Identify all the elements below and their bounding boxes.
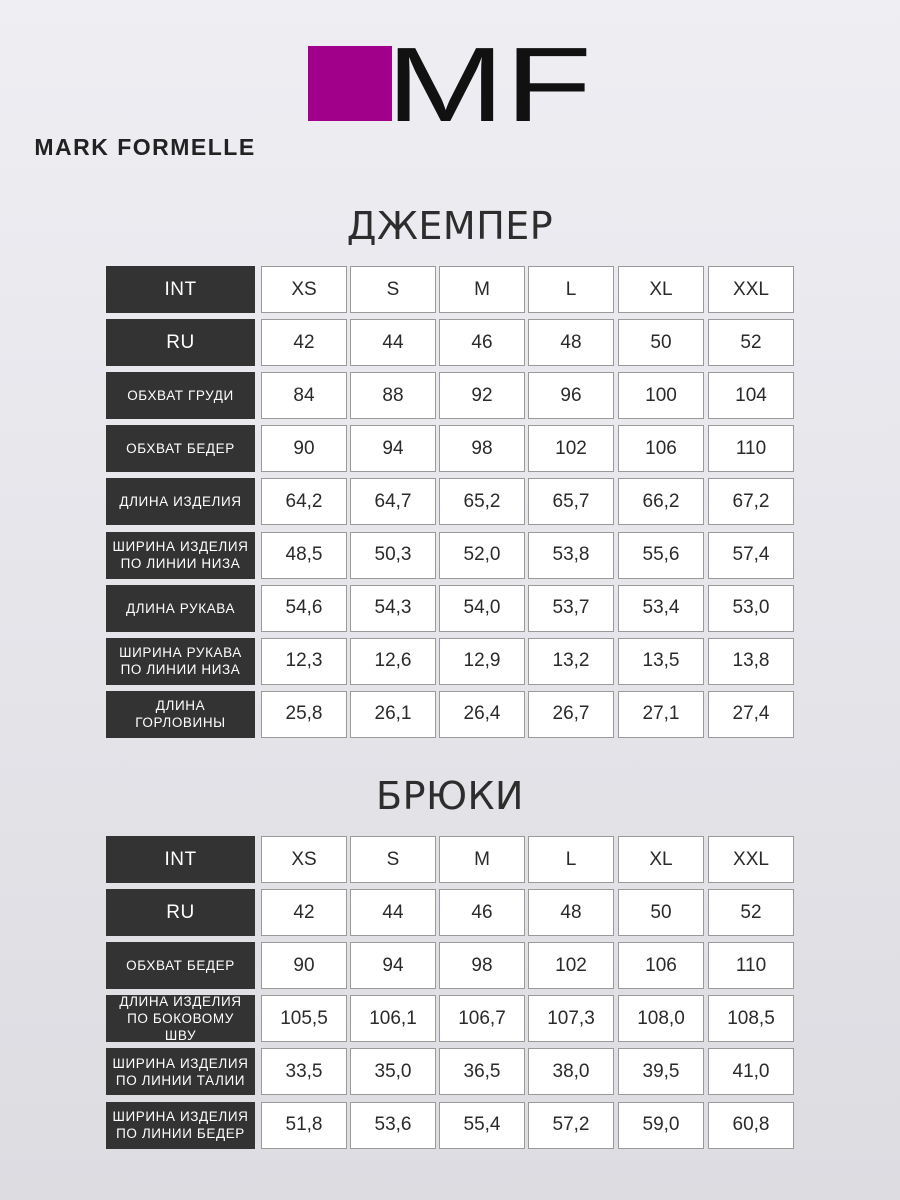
size-cell: 52 xyxy=(708,889,794,936)
size-cell: 26,1 xyxy=(350,691,436,738)
row-label: INT xyxy=(106,836,255,883)
table-row xyxy=(106,691,794,738)
size-cell: 13,5 xyxy=(618,638,704,685)
table-row xyxy=(106,1048,794,1095)
size-cell: 54,3 xyxy=(350,585,436,632)
size-cell: 106 xyxy=(618,425,704,472)
row-label: ДЛИНА РУКАВА xyxy=(106,585,255,632)
table-row xyxy=(106,638,794,685)
size-cell: 50,3 xyxy=(350,532,436,579)
row-label: ОБХВАТ БЕДЕР xyxy=(106,942,255,989)
size-cell: 110 xyxy=(708,425,794,472)
table-row xyxy=(106,1102,794,1149)
table-row xyxy=(106,532,794,579)
size-cell: XXL xyxy=(708,266,794,313)
size-cell: 100 xyxy=(618,372,704,419)
size-cell: 44 xyxy=(350,319,436,366)
size-cell: 26,7 xyxy=(528,691,614,738)
size-cell: 54,6 xyxy=(261,585,347,632)
mf-monogram-logo xyxy=(306,44,596,124)
size-cell: 110 xyxy=(708,942,794,989)
row-label: ШИРИНА ИЗДЕЛИЯ ПО ЛИНИИ ТАЛИИ xyxy=(106,1048,255,1095)
size-cell: 108,0 xyxy=(618,995,704,1042)
row-label: INT xyxy=(106,266,255,313)
size-cell: 102 xyxy=(528,425,614,472)
size-cell: 94 xyxy=(350,942,436,989)
size-cell: 36,5 xyxy=(439,1048,525,1095)
size-cell: 67,2 xyxy=(708,478,794,525)
size-cell: XL xyxy=(618,836,704,883)
brand-wordmark: MARK FORMELLE xyxy=(34,134,256,160)
table-row xyxy=(106,425,794,472)
size-cell: 48 xyxy=(528,319,614,366)
row-label: RU xyxy=(106,319,255,366)
size-cell: 46 xyxy=(439,889,525,936)
size-cell: 106,7 xyxy=(439,995,525,1042)
table-row xyxy=(106,266,794,313)
size-cell: 107,3 xyxy=(528,995,614,1042)
table-row xyxy=(106,836,794,883)
size-cell: 46 xyxy=(439,319,525,366)
row-label: ШИРИНА ИЗДЕЛИЯ ПО ЛИНИИ НИЗА xyxy=(106,532,255,579)
size-cell: 92 xyxy=(439,372,525,419)
size-cell: 90 xyxy=(261,942,347,989)
size-cell: 12,3 xyxy=(261,638,347,685)
size-cell: 55,6 xyxy=(618,532,704,579)
size-cell: 106 xyxy=(618,942,704,989)
size-cell: 102 xyxy=(528,942,614,989)
size-cell: 27,4 xyxy=(708,691,794,738)
size-cell: 57,4 xyxy=(708,532,794,579)
size-cell: M xyxy=(439,836,525,883)
table-row xyxy=(106,585,794,632)
row-label: RU xyxy=(106,889,255,936)
size-cell: M xyxy=(439,266,525,313)
table-row xyxy=(106,889,794,936)
size-cell: S xyxy=(350,266,436,313)
size-cell: 65,2 xyxy=(439,478,525,525)
size-cell: 88 xyxy=(350,372,436,419)
size-cell: 54,0 xyxy=(439,585,525,632)
size-cell: 96 xyxy=(528,372,614,419)
size-cell: 13,8 xyxy=(708,638,794,685)
size-cell: 53,8 xyxy=(528,532,614,579)
logo-monogram: MF xyxy=(386,44,592,124)
table-row xyxy=(106,995,794,1042)
size-cell: 13,2 xyxy=(528,638,614,685)
size-cell: 35,0 xyxy=(350,1048,436,1095)
size-cell: 41,0 xyxy=(708,1048,794,1095)
size-cell: 60,8 xyxy=(708,1102,794,1149)
size-cell: 50 xyxy=(618,889,704,936)
size-cell: XL xyxy=(618,266,704,313)
size-cell: 65,7 xyxy=(528,478,614,525)
size-cell: 53,0 xyxy=(708,585,794,632)
row-label: ШИРИНА РУКАВА ПО ЛИНИИ НИЗА xyxy=(106,638,255,685)
row-label: ОБХВАТ БЕДЕР xyxy=(106,425,255,472)
row-label: ДЛИНА ИЗДЕЛИЯ xyxy=(106,478,255,525)
size-cell: 12,6 xyxy=(350,638,436,685)
size-cell: 42 xyxy=(261,889,347,936)
size-cell: 27,1 xyxy=(618,691,704,738)
size-cell: 57,2 xyxy=(528,1102,614,1149)
size-cell: 44 xyxy=(350,889,436,936)
row-label: ОБХВАТ ГРУДИ xyxy=(106,372,255,419)
size-cell: XXL xyxy=(708,836,794,883)
logo-accent-square xyxy=(308,46,392,121)
row-label: ШИРИНА ИЗДЕЛИЯ ПО ЛИНИИ БЕДЕР xyxy=(106,1102,255,1149)
size-cell: 12,9 xyxy=(439,638,525,685)
section-title-jumper: ДЖЕМПЕР xyxy=(346,204,554,248)
size-cell: L xyxy=(528,836,614,883)
size-cell: 90 xyxy=(261,425,347,472)
row-label: ДЛИНА ИЗДЕЛИЯ ПО БОКОВОМУ ШВУ xyxy=(106,995,255,1042)
size-cell: 55,4 xyxy=(439,1102,525,1149)
size-cell: 64,7 xyxy=(350,478,436,525)
size-cell: L xyxy=(528,266,614,313)
size-cell: 42 xyxy=(261,319,347,366)
table-row xyxy=(106,478,794,525)
table-row xyxy=(106,372,794,419)
row-label: ДЛИНА ГОРЛОВИНЫ xyxy=(106,691,255,738)
size-cell: 104 xyxy=(708,372,794,419)
size-cell: 52 xyxy=(708,319,794,366)
table-row xyxy=(106,942,794,989)
size-cell: 98 xyxy=(439,425,525,472)
size-cell: 38,0 xyxy=(528,1048,614,1095)
size-cell: 64,2 xyxy=(261,478,347,525)
size-cell: 98 xyxy=(439,942,525,989)
size-cell: 59,0 xyxy=(618,1102,704,1149)
size-cell: 50 xyxy=(618,319,704,366)
table-row xyxy=(106,319,794,366)
size-cell: 51,8 xyxy=(261,1102,347,1149)
section-title-trousers: БРЮКИ xyxy=(376,774,524,818)
size-cell: 94 xyxy=(350,425,436,472)
size-cell: 39,5 xyxy=(618,1048,704,1095)
size-cell: 26,4 xyxy=(439,691,525,738)
size-cell: 66,2 xyxy=(618,478,704,525)
size-cell: 108,5 xyxy=(708,995,794,1042)
brand-logo xyxy=(306,44,596,162)
size-cell: 25,8 xyxy=(261,691,347,738)
size-cell: 105,5 xyxy=(261,995,347,1042)
size-cell: 52,0 xyxy=(439,532,525,579)
size-cell: XS xyxy=(261,836,347,883)
size-cell: 106,1 xyxy=(350,995,436,1042)
size-cell: 84 xyxy=(261,372,347,419)
size-cell: S xyxy=(350,836,436,883)
size-cell: 48,5 xyxy=(261,532,347,579)
size-cell: 53,7 xyxy=(528,585,614,632)
size-cell: 33,5 xyxy=(261,1048,347,1095)
size-cell: 53,6 xyxy=(350,1102,436,1149)
size-cell: XS xyxy=(261,266,347,313)
size-cell: 53,4 xyxy=(618,585,704,632)
size-cell: 48 xyxy=(528,889,614,936)
